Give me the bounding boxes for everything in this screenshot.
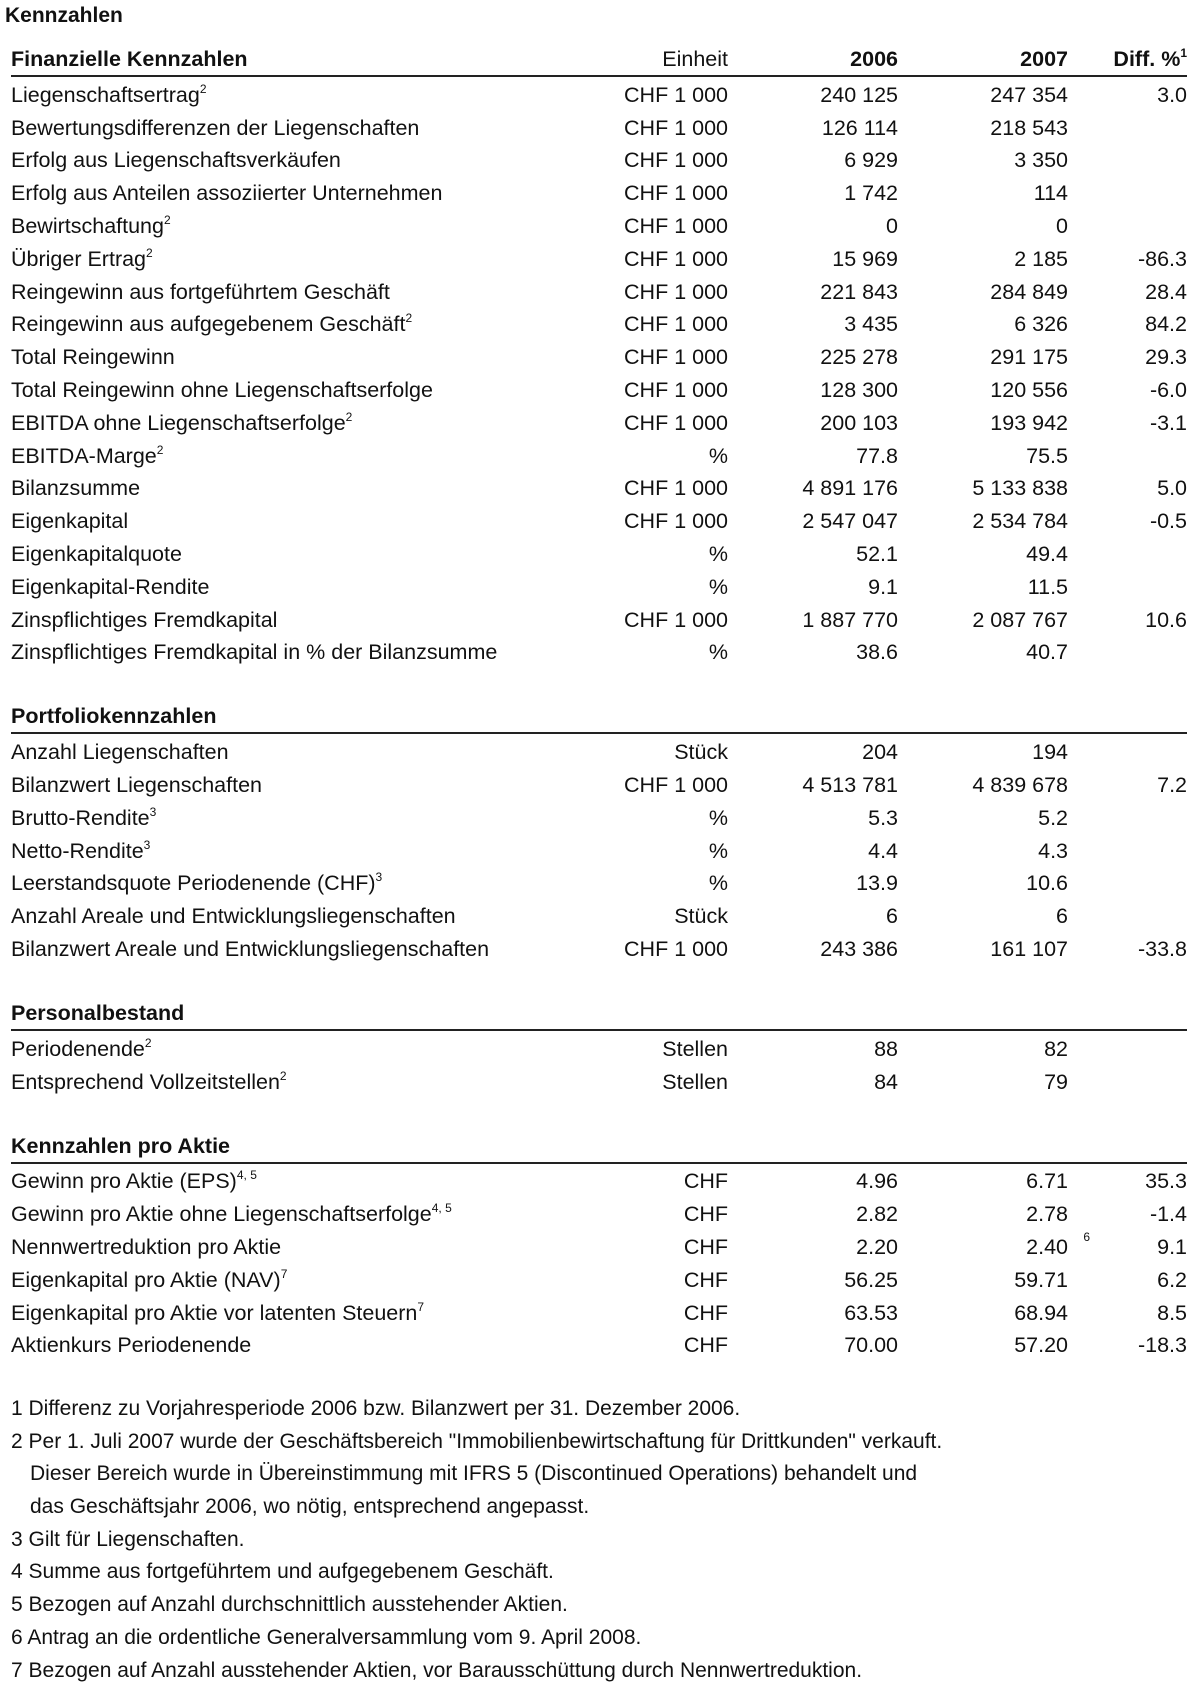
table-row — [11, 473, 1187, 506]
row-label-text: Gewinn pro Aktie ohne Liegenschaftserfolge — [11, 1202, 432, 1226]
row-value-2007-text: 4 839 678 — [972, 773, 1068, 797]
row-diff: 7.2 — [1068, 773, 1187, 798]
table-section — [11, 701, 1187, 966]
row-label-text: Nennwertreduktion pro Aktie — [11, 1235, 281, 1259]
row-label-text: Bewirtschaftung — [11, 214, 164, 238]
row-value-2007 — [898, 740, 1068, 765]
column-header-2007: 2007 — [898, 47, 1068, 72]
row-label-text: EBITDA-Marge — [11, 444, 157, 468]
row-value-2007-text: 2 087 767 — [972, 608, 1068, 632]
row-label-text: Entsprechend Vollzeitstellen — [11, 1070, 280, 1094]
footnote-marker: 7 — [281, 1267, 288, 1281]
row-unit: CHF — [571, 1268, 728, 1293]
section-header-row — [11, 1131, 1187, 1164]
row-label-text: Netto-Rendite — [11, 839, 144, 863]
row-diff: 28.4 — [1068, 280, 1187, 305]
row-value-2006: 5.3 — [728, 806, 898, 831]
row-value-2007 — [898, 116, 1068, 141]
row-value-2007-text: 5 133 838 — [972, 476, 1068, 500]
row-label — [11, 345, 571, 370]
section-title: Finanzielle Kennzahlen — [11, 47, 571, 72]
row-value-2006: 38.6 — [728, 640, 898, 665]
table-row — [11, 1166, 1187, 1199]
footnote-line: 6 Antrag an die ordentliche Generalversammlung vom 9. April 2008. — [11, 1622, 1187, 1655]
row-unit: CHF 1 000 — [571, 509, 728, 534]
row-value-2007-text: 3 350 — [1014, 148, 1068, 172]
section-header-row — [11, 44, 1187, 77]
row-label-text: Anzahl Areale und Entwicklungsliegenschaften — [11, 904, 456, 928]
table-row — [11, 407, 1187, 440]
row-diff: -33.8 — [1068, 937, 1187, 962]
row-value-2007 — [898, 575, 1068, 600]
table-row — [11, 276, 1187, 309]
row-label — [11, 1301, 571, 1326]
row-value-2006: 243 386 — [728, 937, 898, 962]
row-label-text: Total Reingewinn ohne Liegenschaftserfolge — [11, 378, 433, 402]
row-label — [11, 1037, 571, 1062]
row-label-text: Periodenende — [11, 1037, 145, 1061]
table-row — [11, 309, 1187, 342]
row-value-2006: 84 — [728, 1070, 898, 1095]
key-figures-table — [11, 44, 1187, 1394]
footnote-marker: 3 — [376, 870, 383, 884]
row-value-2007-text: 120 556 — [990, 378, 1068, 402]
row-value-2006: 4.96 — [728, 1169, 898, 1194]
row-value-2007-text: 40.7 — [1026, 640, 1068, 664]
row-label — [11, 575, 571, 600]
row-value-2006: 13.9 — [728, 871, 898, 896]
row-value-2006: 88 — [728, 1037, 898, 1062]
row-value-2007-text: 82 — [1044, 1037, 1068, 1061]
row-value-2007-text: 6 — [1056, 904, 1068, 928]
row-diff: -18.3 — [1068, 1333, 1187, 1358]
row-label — [11, 280, 571, 305]
row-value-2007-text: 284 849 — [990, 280, 1068, 304]
table-row — [11, 1198, 1187, 1231]
column-header-diff — [1068, 47, 1187, 72]
table-row — [11, 210, 1187, 243]
table-row — [11, 736, 1187, 769]
row-value-2007-text: 218 543 — [990, 116, 1068, 140]
row-value-2006: 128 300 — [728, 378, 898, 403]
table-row — [11, 1264, 1187, 1297]
row-diff: 10.6 — [1068, 608, 1187, 633]
row-label — [11, 214, 571, 239]
row-diff: -0.5 — [1068, 509, 1187, 534]
row-label — [11, 1235, 571, 1260]
row-value-2007-text: 2.78 — [1026, 1202, 1068, 1226]
row-value-2006: 15 969 — [728, 247, 898, 272]
footnote-marker: 2 — [280, 1069, 287, 1083]
table-row — [11, 933, 1187, 966]
table-row — [11, 505, 1187, 538]
row-value-2007-text: 57.20 — [1014, 1333, 1068, 1357]
row-diff: 8.5 — [1068, 1301, 1187, 1326]
row-value-2006: 204 — [728, 740, 898, 765]
row-label — [11, 247, 571, 272]
row-value-2006: 4.4 — [728, 839, 898, 864]
row-label-text: Eigenkapital — [11, 509, 128, 533]
row-diff: -86.3 — [1068, 247, 1187, 272]
row-value-2007 — [898, 773, 1068, 798]
row-unit: CHF 1 000 — [571, 148, 728, 173]
row-unit: CHF 1 000 — [571, 214, 728, 239]
row-diff: -6.0 — [1068, 378, 1187, 403]
row-value-2007-text: 2 185 — [1014, 247, 1068, 271]
section-title: Portfoliokennzahlen — [11, 704, 571, 729]
row-label — [11, 509, 571, 534]
row-diff: 6.2 — [1068, 1268, 1187, 1293]
row-value-2006: 4 513 781 — [728, 773, 898, 798]
row-value-2007 — [898, 1070, 1068, 1095]
row-value-2007 — [898, 904, 1068, 929]
section-title: Kennzahlen pro Aktie — [11, 1134, 571, 1159]
row-label-text: Reingewinn aus fortgeführtem Geschäft — [11, 280, 390, 304]
row-value-2007 — [898, 1301, 1068, 1326]
row-unit: % — [571, 640, 728, 665]
table-row — [11, 1231, 1187, 1264]
row-value-2007-text: 10.6 — [1026, 871, 1068, 895]
table-section — [11, 1131, 1187, 1363]
column-header-2006: 2006 — [728, 47, 898, 72]
row-value-2007 — [898, 181, 1068, 206]
footnote-line: 7 Bezogen auf Anzahl ausstehender Aktien, vor Barausschüttung durch Nennwertreduktion. — [11, 1655, 1187, 1687]
section-header-row — [11, 701, 1187, 734]
footnote-line: 2 Per 1. Juli 2007 wurde der Geschäftsbereich "Immobilienbewirtschaftung für Drittkunden" verkauft. — [11, 1426, 1187, 1459]
footnote-marker: 4, 5 — [237, 1168, 257, 1182]
row-value-2006: 2.20 — [728, 1235, 898, 1260]
page-title: Kennzahlen — [5, 4, 123, 28]
row-value-2006: 56.25 — [728, 1268, 898, 1293]
row-label-text: Bilanzsumme — [11, 476, 140, 500]
table-row — [11, 374, 1187, 407]
row-value-2006: 1 887 770 — [728, 608, 898, 633]
row-value-2007 — [898, 806, 1068, 831]
row-value-2006: 221 843 — [728, 280, 898, 305]
row-unit: CHF 1 000 — [571, 476, 728, 501]
row-label-text: Leerstandsquote Periodenende (CHF) — [11, 871, 376, 895]
row-value-2007-text: 194 — [1032, 740, 1068, 764]
footnote-marker: 6 — [1083, 1231, 1090, 1243]
row-value-2007-text: 59.71 — [1014, 1268, 1068, 1292]
row-value-2007 — [898, 509, 1068, 534]
row-diff: -1.4 — [1068, 1202, 1187, 1227]
row-label-text: Erfolg aus Liegenschaftsverkäufen — [11, 148, 341, 172]
row-value-2007-text: 0 — [1056, 214, 1068, 238]
footnotes — [11, 1393, 1187, 1687]
row-value-2007 — [898, 312, 1068, 337]
footnote-line: das Geschäftsjahr 2006, wo nötig, entsprechend angepasst. — [11, 1491, 1187, 1524]
row-unit: CHF 1 000 — [571, 312, 728, 337]
row-diff: 5.0 — [1068, 476, 1187, 501]
row-unit: CHF 1 000 — [571, 378, 728, 403]
row-label — [11, 640, 571, 665]
row-label-text: Gewinn pro Aktie (EPS) — [11, 1169, 237, 1193]
row-label-text: EBITDA ohne Liegenschaftserfolge — [11, 411, 346, 435]
row-label-text: Übriger Ertrag — [11, 247, 146, 271]
footnote-marker: 2 — [200, 82, 207, 96]
row-value-2007 — [898, 871, 1068, 896]
row-value-2007-text: 247 354 — [990, 83, 1068, 107]
row-unit: % — [571, 542, 728, 567]
section-header-row — [11, 998, 1187, 1031]
row-label-text: Anzahl Liegenschaften — [11, 740, 229, 764]
table-row — [11, 177, 1187, 210]
row-value-2007 — [898, 839, 1068, 864]
row-value-2007 — [898, 378, 1068, 403]
row-value-2007-text: 291 175 — [990, 345, 1068, 369]
row-value-2007 — [898, 542, 1068, 567]
row-label — [11, 839, 571, 864]
row-value-2007-text: 68.94 — [1014, 1301, 1068, 1325]
row-value-2007 — [898, 1202, 1068, 1227]
row-value-2006: 2 547 047 — [728, 509, 898, 534]
row-label — [11, 904, 571, 929]
row-unit: Stellen — [571, 1037, 728, 1062]
row-value-2007 — [898, 937, 1068, 962]
row-value-2006: 6 929 — [728, 148, 898, 173]
footnote-marker: 2 — [164, 213, 171, 227]
row-value-2007 — [898, 640, 1068, 665]
row-value-2007-text: 75.5 — [1026, 444, 1068, 468]
row-label — [11, 1070, 571, 1095]
row-value-2007-text: 11.5 — [1028, 575, 1068, 599]
table-row — [11, 835, 1187, 868]
row-label — [11, 378, 571, 403]
row-value-2006: 1 742 — [728, 181, 898, 206]
row-diff: 29.3 — [1068, 345, 1187, 370]
row-value-2007-text: 6.71 — [1026, 1169, 1068, 1193]
row-label — [11, 411, 571, 436]
table-row — [11, 1297, 1187, 1330]
row-label — [11, 312, 571, 337]
row-unit: CHF — [571, 1169, 728, 1194]
row-unit: CHF 1 000 — [571, 937, 728, 962]
row-unit: Stück — [571, 740, 728, 765]
row-value-2007 — [898, 1037, 1068, 1062]
table-row — [11, 1330, 1187, 1363]
row-unit: CHF — [571, 1333, 728, 1358]
row-value-2007 — [898, 280, 1068, 305]
row-value-2007-text: 114 — [1034, 181, 1068, 205]
row-label — [11, 1333, 571, 1358]
table-row — [11, 1033, 1187, 1066]
footnote-line: 1 Differenz zu Vorjahresperiode 2006 bzw. Bilanzwert per 31. Dezember 2006. — [11, 1393, 1187, 1426]
row-label-text: Aktienkurs Periodenende — [11, 1333, 251, 1357]
row-label-text: Bewertungsdifferenzen der Liegenschaften — [11, 116, 419, 140]
row-label — [11, 83, 571, 108]
footnote-marker: 2 — [346, 410, 353, 424]
row-value-2007 — [898, 1268, 1068, 1293]
footnote-line: 3 Gilt für Liegenschaften. — [11, 1524, 1187, 1557]
row-value-2007 — [898, 247, 1068, 272]
row-label — [11, 608, 571, 633]
table-row — [11, 900, 1187, 933]
row-value-2006: 126 114 — [728, 116, 898, 141]
row-value-2007-text: 4.3 — [1038, 839, 1068, 863]
footnote-marker: 3 — [144, 838, 151, 852]
row-value-2006: 200 103 — [728, 411, 898, 436]
row-value-2007-text: 49.4 — [1026, 542, 1068, 566]
row-label — [11, 116, 571, 141]
row-label — [11, 740, 571, 765]
table-section — [11, 44, 1187, 669]
row-label — [11, 773, 571, 798]
row-value-2007 — [898, 476, 1068, 501]
table-row — [11, 604, 1187, 637]
row-value-2006: 52.1 — [728, 542, 898, 567]
table-row — [11, 243, 1187, 276]
row-unit: Stück — [571, 904, 728, 929]
row-label — [11, 871, 571, 896]
row-label-text: Eigenkapitalquote — [11, 542, 182, 566]
column-header-unit: Einheit — [571, 47, 728, 72]
row-label — [11, 181, 571, 206]
row-label-text: Bilanzwert Areale und Entwicklungsliegenschaften — [11, 937, 489, 961]
row-value-2006: 63.53 — [728, 1301, 898, 1326]
row-label — [11, 806, 571, 831]
row-unit: CHF 1 000 — [571, 773, 728, 798]
row-value-2006: 77.8 — [728, 444, 898, 469]
row-unit: % — [571, 575, 728, 600]
table-row — [11, 571, 1187, 604]
row-value-2006: 70.00 — [728, 1333, 898, 1358]
row-value-2007 — [898, 1235, 1068, 1260]
table-row — [11, 112, 1187, 145]
row-unit: CHF 1 000 — [571, 181, 728, 206]
row-unit: Stellen — [571, 1070, 728, 1095]
row-unit: % — [571, 839, 728, 864]
row-label-text: Eigenkapital pro Aktie vor latenten Steuern — [11, 1301, 417, 1325]
row-label-text: Total Reingewinn — [11, 345, 175, 369]
row-value-2007 — [898, 444, 1068, 469]
table-row — [11, 538, 1187, 571]
footnote-marker: 2 — [405, 311, 412, 325]
footnote-line: 4 Summe aus fortgeführtem und aufgegebenem Geschäft. — [11, 1556, 1187, 1589]
table-row — [11, 145, 1187, 178]
row-value-2007 — [898, 1333, 1068, 1358]
row-label-text: Eigenkapital-Rendite — [11, 575, 209, 599]
row-value-2006: 9.1 — [728, 575, 898, 600]
footnote-marker: 7 — [417, 1300, 424, 1314]
row-unit: % — [571, 806, 728, 831]
row-unit: CHF — [571, 1235, 728, 1260]
section-title: Personalbestand — [11, 1001, 571, 1026]
row-unit: CHF 1 000 — [571, 83, 728, 108]
row-label-text: Eigenkapital pro Aktie (NAV) — [11, 1268, 281, 1292]
column-header-diff-label: Diff. % — [1113, 47, 1180, 71]
footnote-marker: 4, 5 — [432, 1201, 452, 1215]
table-section — [11, 998, 1187, 1099]
row-value-2007-text: 79 — [1044, 1070, 1068, 1094]
row-unit: CHF 1 000 — [571, 345, 728, 370]
table-row — [11, 440, 1187, 473]
row-label-text: Zinspflichtiges Fremdkapital — [11, 608, 277, 632]
table-row — [11, 868, 1187, 901]
row-unit: CHF 1 000 — [571, 608, 728, 633]
row-unit: CHF 1 000 — [571, 116, 728, 141]
row-value-2007-text: 193 942 — [990, 411, 1068, 435]
row-value-2007 — [898, 1169, 1068, 1194]
row-value-2006: 225 278 — [728, 345, 898, 370]
row-value-2006: 4 891 176 — [728, 476, 898, 501]
row-unit: CHF 1 000 — [571, 411, 728, 436]
row-value-2007 — [898, 411, 1068, 436]
row-diff: 35.3 — [1068, 1169, 1187, 1194]
row-value-2007-text: 161 107 — [990, 937, 1068, 961]
footnote-line: Dieser Bereich wurde in Übereinstimmung mit IFRS 5 (Discontinued Operations) behandelt und — [11, 1458, 1187, 1491]
row-label — [11, 476, 571, 501]
row-label-text: Brutto-Rendite — [11, 806, 150, 830]
row-value-2007-text: 2.40 — [1026, 1235, 1068, 1259]
table-row — [11, 341, 1187, 374]
row-value-2007-text: 2 534 784 — [972, 509, 1068, 533]
row-value-2007 — [898, 83, 1068, 108]
table-row — [11, 769, 1187, 802]
row-value-2007 — [898, 148, 1068, 173]
row-label-text: Reingewinn aus aufgegebenem Geschäft — [11, 312, 405, 336]
row-diff: 84.2 — [1068, 312, 1187, 337]
row-unit: % — [571, 871, 728, 896]
row-unit: CHF — [571, 1301, 728, 1326]
row-value-2007 — [898, 608, 1068, 633]
row-label — [11, 937, 571, 962]
footnote-marker: 2 — [145, 1036, 152, 1050]
row-label — [11, 542, 571, 567]
row-label — [11, 444, 571, 469]
row-diff: 9.1 — [1068, 1235, 1187, 1260]
row-value-2007-text: 5.2 — [1038, 806, 1068, 830]
footnote-marker: 1 — [1180, 46, 1187, 60]
row-label-text: Erfolg aus Anteilen assoziierter Unternehmen — [11, 181, 442, 205]
row-label-text: Zinspflichtiges Fremdkapital in % der Bilanzsumme — [11, 640, 497, 664]
table-row — [11, 1066, 1187, 1099]
row-value-2006: 0 — [728, 214, 898, 239]
row-unit: % — [571, 444, 728, 469]
footnote-marker: 3 — [150, 805, 157, 819]
row-value-2006: 240 125 — [728, 83, 898, 108]
table-row — [11, 79, 1187, 112]
row-diff: 3.0 — [1068, 83, 1187, 108]
table-row — [11, 802, 1187, 835]
table-row — [11, 637, 1187, 670]
row-label-text: Liegenschaftsertrag — [11, 83, 200, 107]
row-value-2007 — [898, 214, 1068, 239]
row-unit: CHF 1 000 — [571, 280, 728, 305]
row-value-2007 — [898, 345, 1068, 370]
row-label — [11, 148, 571, 173]
row-unit: CHF 1 000 — [571, 247, 728, 272]
footnote-marker: 2 — [146, 246, 153, 260]
row-value-2006: 3 435 — [728, 312, 898, 337]
row-label-text: Bilanzwert Liegenschaften — [11, 773, 262, 797]
row-label — [11, 1169, 571, 1194]
row-unit: CHF — [571, 1202, 728, 1227]
row-label — [11, 1202, 571, 1227]
row-label — [11, 1268, 571, 1293]
row-value-2006: 6 — [728, 904, 898, 929]
row-diff: -3.1 — [1068, 411, 1187, 436]
row-value-2007-text: 6 326 — [1014, 312, 1068, 336]
row-value-2006: 2.82 — [728, 1202, 898, 1227]
footnote-marker: 2 — [157, 443, 164, 457]
footnote-line: 5 Bezogen auf Anzahl durchschnittlich ausstehender Aktien. — [11, 1589, 1187, 1622]
